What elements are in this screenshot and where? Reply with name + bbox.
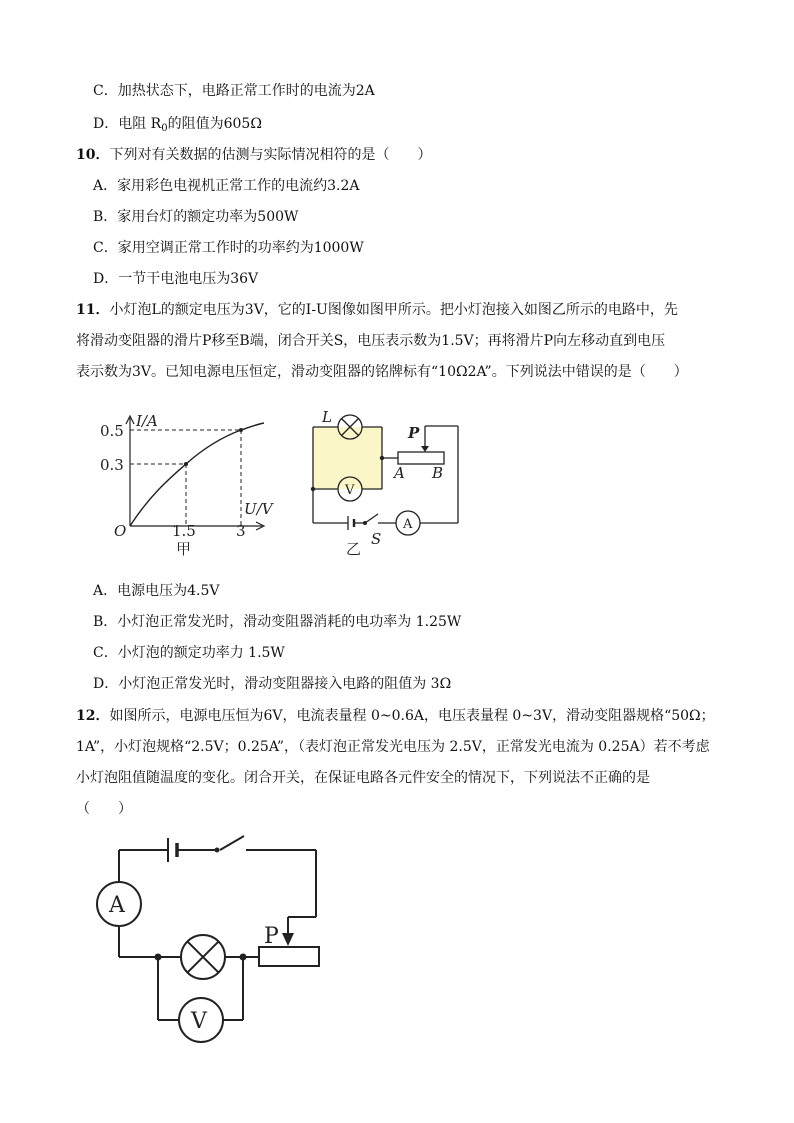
q11-option-c: C．小灯泡的额定功率力 1.5W — [93, 645, 285, 661]
circuit-switch-label: S — [371, 530, 382, 548]
circuit-lamp-label: L — [322, 408, 332, 426]
q12-voltmeter-label: V — [191, 1009, 207, 1034]
graph-tick-x-right: 3 — [236, 522, 246, 540]
graph-y-label: I/A — [136, 412, 158, 430]
q12-switch-pivot — [215, 848, 220, 853]
q11-option-b: B．小灯泡正常发光时，滑动变阻器消耗的电功率为 1.25W — [93, 614, 462, 630]
q12-node-right — [240, 954, 247, 961]
q10-number: 10． — [76, 147, 110, 163]
q11-option-d: D．小灯泡正常发光时，滑动变阻器接入电路的阻值为 3Ω — [93, 676, 452, 692]
circuit-slider-label: P — [408, 424, 420, 442]
q12-stem-line3: 小灯泡阻值随温度的变化。闭合开关，在保证电路各元件安全的情况下，下列说法不正确的是 — [76, 770, 650, 786]
q12-slider-label: P — [264, 924, 279, 949]
q10-stem-text: 下列对有关数据的估测与实际情况相符的是（ ） — [109, 147, 432, 163]
q12-number: 12． — [76, 708, 110, 724]
q12-ammeter-label: A — [109, 893, 125, 918]
q11-stem-text-1: 小灯泡L的额定电压为3V，它的I-U图像如图甲所示。把小灯泡接入如图乙所示的电路中，先 — [109, 302, 678, 318]
q9-option-c: C．加热状态下，电路正常工作时的电流为2A — [93, 83, 375, 99]
q12-node-left — [155, 954, 162, 961]
q12-stem-line2: 1A”，小灯泡规格“2.5V；0.25A”，（表灯泡正常发光电压为 2.5V，正常发光电流为 0.25A）若不考虑 — [76, 739, 710, 755]
q9-option-d-pre: D．电阻 R — [93, 116, 162, 132]
q10-option-d: D．一节干电池电压为36V — [93, 271, 259, 287]
q10-option-b: B．家用台灯的额定功率为500W — [93, 209, 299, 225]
graph-tick-y-top: 0.5 — [100, 422, 124, 440]
graph-x-label: U/V — [244, 500, 273, 518]
q10-option-a: A．家用彩色电视机正常工作的电流约3.2A — [93, 178, 360, 194]
circuit-end-a: A — [394, 464, 405, 482]
graph-origin-label: O — [114, 522, 127, 540]
graph-tick-x-mid: 1.5 — [172, 522, 196, 540]
q12-switch-blade — [220, 836, 244, 850]
graph-tick-y-mid: 0.3 — [100, 456, 124, 474]
q11-number: 11． — [76, 302, 110, 318]
q12-slider-arrowhead — [282, 933, 294, 946]
q11-stem-line3: 表示数为3V。已知电源电压恒定，滑动变阻器的铭牌标有“10Ω2A”。下列说法中错误的是（ ） — [76, 364, 688, 380]
circuit-end-b: B — [432, 464, 444, 482]
q12-stem-line4: （ ） — [76, 801, 132, 817]
graph-caption: 甲 — [176, 540, 192, 558]
q11-option-a: A．电源电压为4.5V — [93, 583, 220, 599]
q12-rheostat — [259, 947, 319, 966]
circuit-caption: 乙 — [346, 540, 362, 558]
q9-option-d-post: 的阻值为605Ω — [167, 116, 262, 132]
q9-option-d-sub: 0 — [161, 123, 168, 134]
q10-option-c: C．家用空调正常工作时的功率约为1000W — [93, 240, 364, 256]
circuit-voltmeter-label: V — [345, 483, 355, 498]
q12-stem-text-1: 如图所示，电源电压恒为6V，电流表量程 0~0.6A，电压表量程 0~3V，滑动变阻器规格“50Ω； — [109, 708, 715, 724]
circuit-ammeter-label: A — [403, 517, 413, 532]
q11-stem-line2: 将滑动变阻器的滑片P移至B端，闭合开关S，电压表示数为1.5V；再将滑片P向左移动直到电压 — [76, 333, 666, 349]
